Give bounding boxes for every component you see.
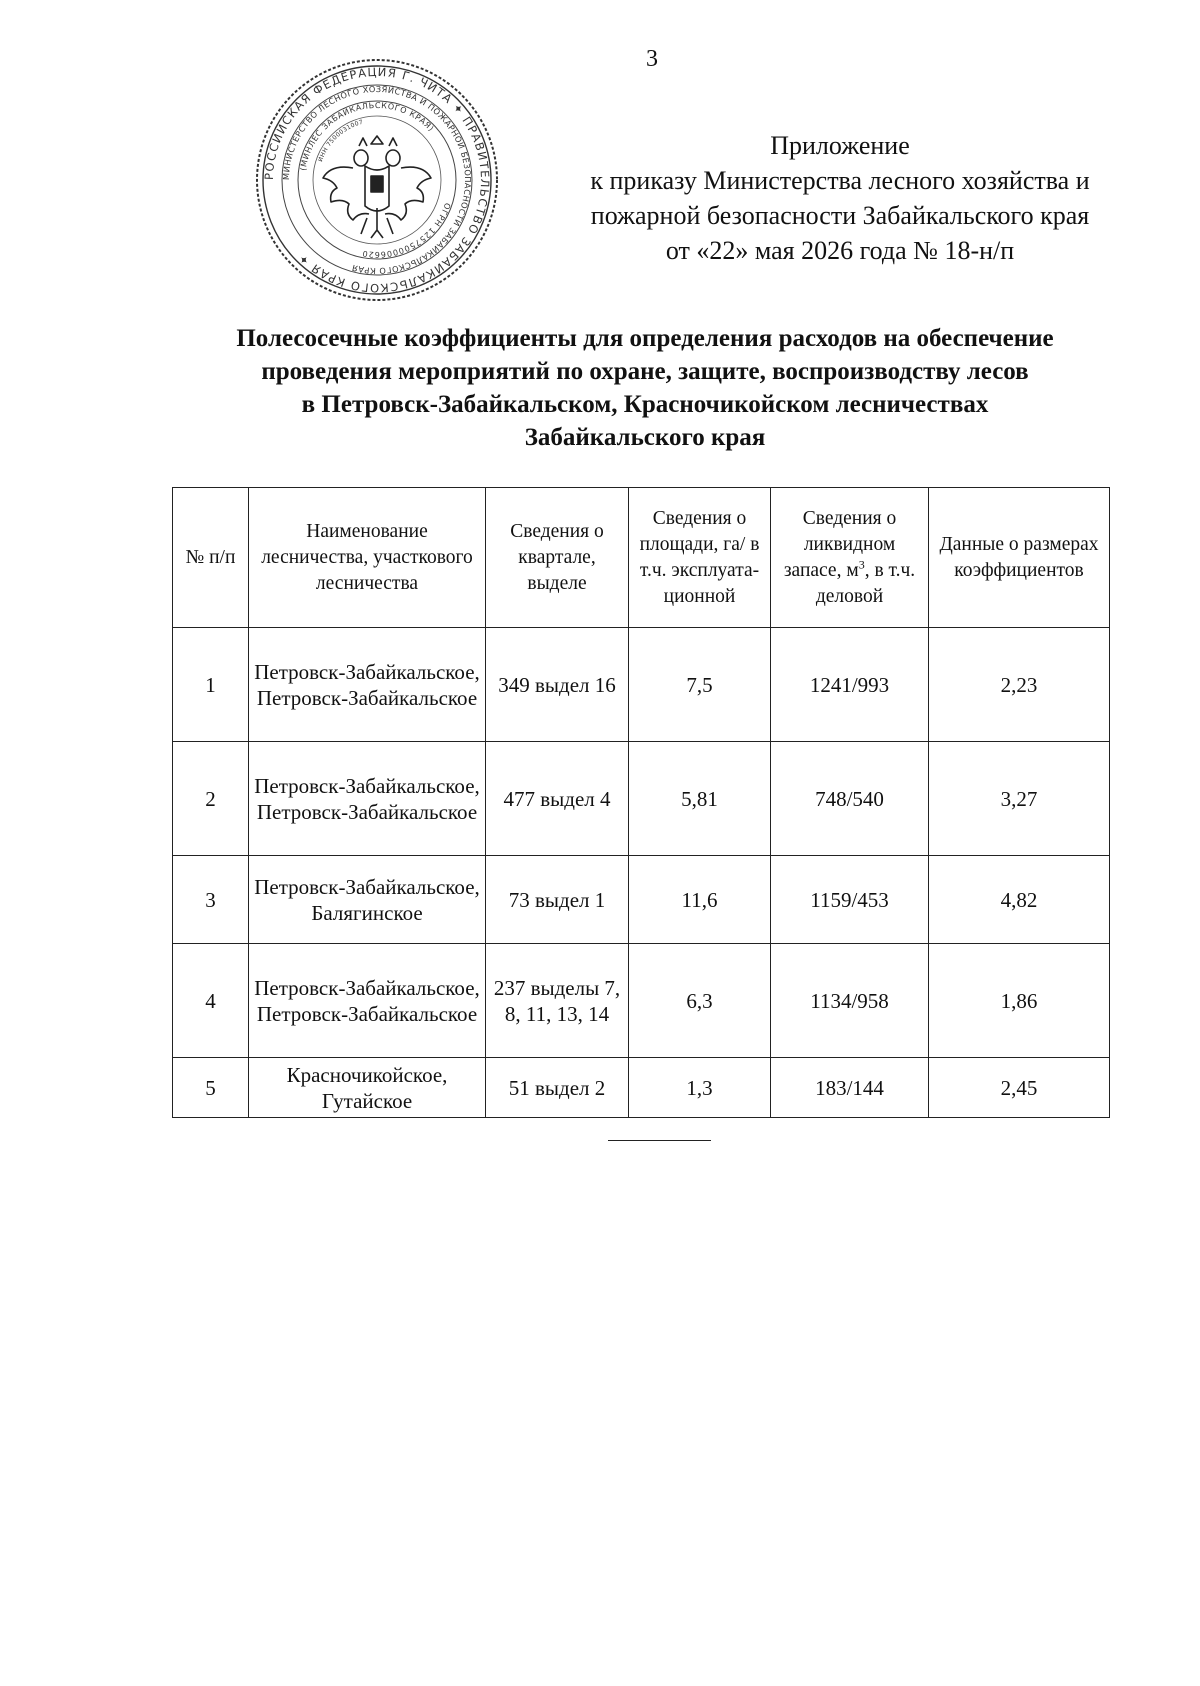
cell-stock: 748/540 <box>771 742 929 856</box>
cell-coef: 4,82 <box>929 856 1110 944</box>
cell-coef: 1,86 <box>929 944 1110 1058</box>
table-row <box>173 856 1110 944</box>
cell-stock: 183/144 <box>771 1058 929 1118</box>
header-name: Наименование лесничества, участкового лесничества <box>249 488 486 628</box>
title-line: проведения мероприятий по охране, защите, воспроизводству лесов <box>261 358 1029 385</box>
cell-quarter: 477 выдел 4 <box>486 742 629 856</box>
header-stock <box>771 488 929 628</box>
cell-area: 7,5 <box>629 628 771 742</box>
cell-num: 1 <box>173 628 249 742</box>
cell-coef: 2,23 <box>929 628 1110 742</box>
coat-of-arms-icon <box>323 136 431 238</box>
svg-text:(МИНЛЕС ЗАБАЙКАЛЬСКОГО КРАЯ): (МИНЛЕС ЗАБАЙКАЛЬСКОГО КРАЯ) <box>298 100 436 172</box>
title-line: Забайкальского края <box>524 424 766 451</box>
page-number: 3 <box>646 46 658 72</box>
appendix-line: пожарной безопасности Забайкальского края <box>590 201 1090 230</box>
cell-name: Красночикойское, Гутайское <box>249 1058 486 1118</box>
cell-stock: 1241/993 <box>771 628 929 742</box>
table-row <box>173 1058 1110 1118</box>
header-num: № п/п <box>173 488 249 628</box>
header-stock-text: Сведения о ликвидном запасе, м <box>783 507 897 581</box>
table-row <box>173 742 1110 856</box>
end-divider-line <box>608 1140 711 1141</box>
svg-text:ОГРН 1257500006620: ОГРН 1257500006620 <box>361 201 453 260</box>
cell-coef: 2,45 <box>929 1058 1110 1118</box>
cell-quarter: 73 выдел 1 <box>486 856 629 944</box>
appendix-header <box>560 128 1120 268</box>
cell-name: Петровск-Забайкальское, Петровск-Забайкальское <box>249 944 486 1058</box>
cell-area: 5,81 <box>629 742 771 856</box>
svg-text:РОССИЙСКАЯ ФЕДЕРАЦИЯ Г. ЧИТА ✦: РОССИЙСКАЯ ФЕДЕРАЦИЯ Г. ЧИТА ✦ ПРАВИТЕЛЬСТВО ЗАБАЙКАЛЬСКОГО КРАЯ ✦ <box>261 64 493 296</box>
header-stock-sup: 3 <box>858 557 865 571</box>
appendix-line: к приказу Министерства лесного хозяйства и <box>590 166 1090 195</box>
table-header-row <box>173 488 1110 628</box>
coefficients-table <box>172 487 1110 1118</box>
appendix-line: от «22» мая 2026 года № 18-н/п <box>665 236 1015 265</box>
cell-quarter: 237 выделы 7, 8, 11, 13, 14 <box>486 944 629 1058</box>
cell-coef: 3,27 <box>929 742 1110 856</box>
cell-stock: 1134/958 <box>771 944 929 1058</box>
cell-area: 11,6 <box>629 856 771 944</box>
cell-stock: 1159/453 <box>771 856 929 944</box>
table-row <box>173 944 1110 1058</box>
cell-name: Петровск-Забайкальское, Петровск-Забайкальское <box>249 742 486 856</box>
title-line: в Петровск-Забайкальском, Красночикойском лесничествах <box>301 391 989 418</box>
cell-num: 3 <box>173 856 249 944</box>
cell-num: 5 <box>173 1058 249 1118</box>
header-coef: Данные о размерах коэффициентов <box>929 488 1110 628</box>
official-seal-stamp <box>255 58 499 302</box>
cell-name: Петровск-Забайкальское, Петровск-Забайкальское <box>249 628 486 742</box>
table-row <box>173 628 1110 742</box>
cell-name: Петровск-Забайкальское, Балягинское <box>249 856 486 944</box>
cell-num: 4 <box>173 944 249 1058</box>
header-area: Сведения о площади, га/ в т.ч. эксплуата-ционной <box>629 488 771 628</box>
document-title <box>150 322 1140 454</box>
svg-text:ИНН 7500031007: ИНН 7500031007 <box>317 118 365 163</box>
cell-num: 2 <box>173 742 249 856</box>
cell-quarter: 51 выдел 2 <box>486 1058 629 1118</box>
cell-area: 6,3 <box>629 944 771 1058</box>
cell-quarter: 349 выдел 16 <box>486 628 629 742</box>
header-quarter: Сведения о квартале, выделе <box>486 488 629 628</box>
cell-area: 1,3 <box>629 1058 771 1118</box>
appendix-line: Приложение <box>770 131 910 160</box>
svg-text:МИНИСТЕРСТВО ЛЕСНОГО ХОЗЯЙСТВА: МИНИСТЕРСТВО ЛЕСНОГО ХОЗЯЙСТВА И ПОЖАРНОЙ БЕЗОПАСНОСТИ ЗАБАЙКАЛЬСКОГО КРАЯ <box>280 83 474 277</box>
title-line: Полесосечные коэффициенты для определения расходов на обеспечение <box>236 325 1054 352</box>
header-stock-text-end: , в т.ч. деловой <box>815 559 916 607</box>
